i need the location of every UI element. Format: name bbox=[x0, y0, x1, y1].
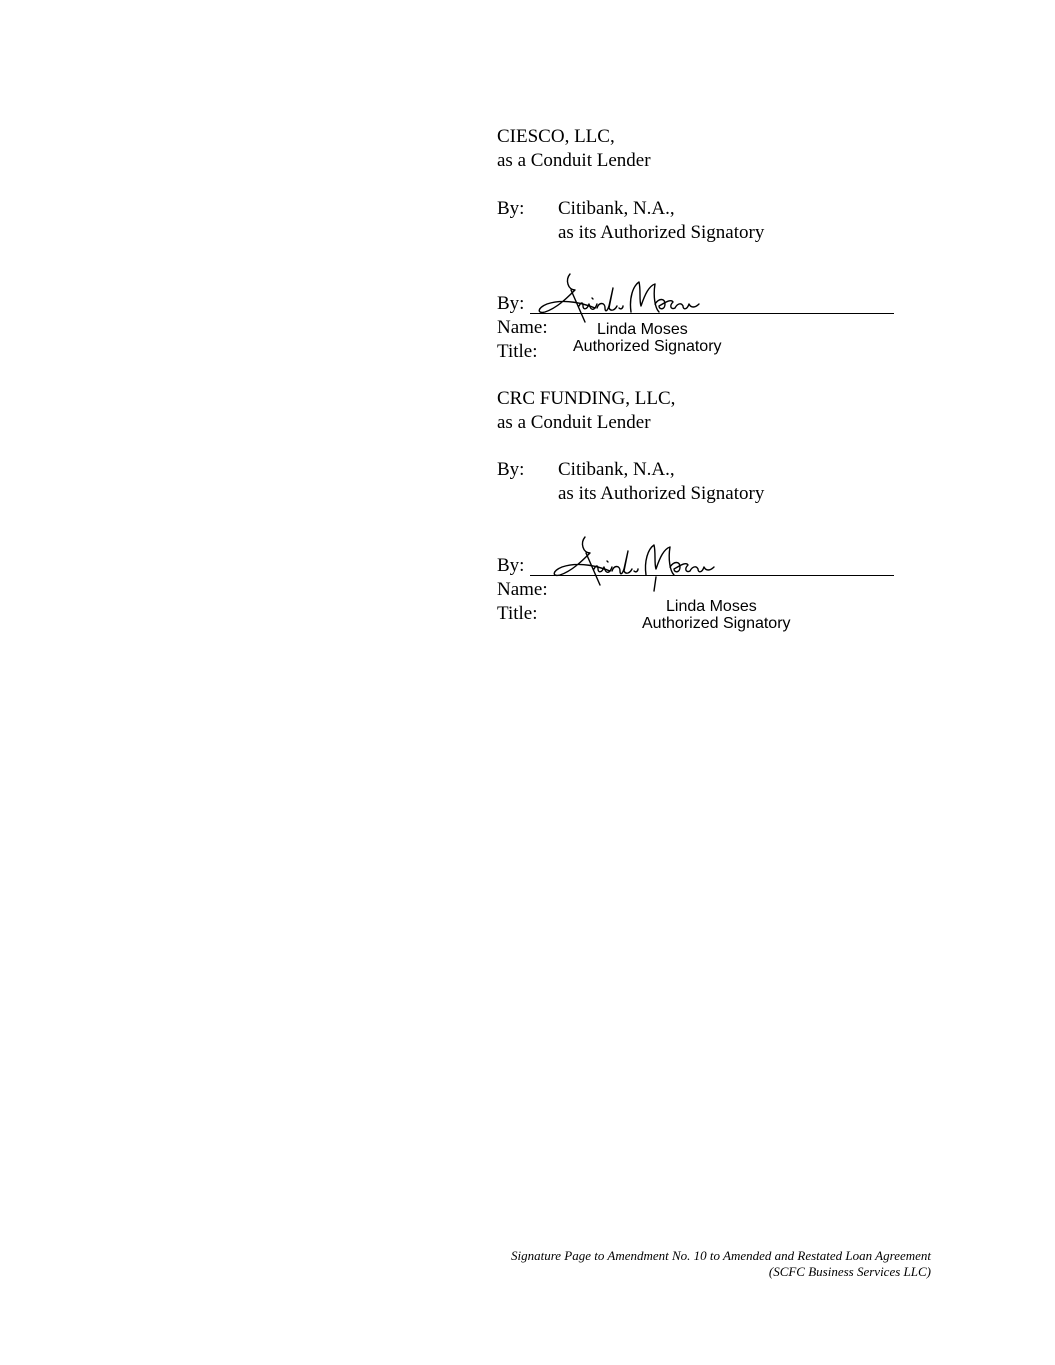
by-entity: Citibank, N.A., bbox=[558, 459, 675, 480]
title-label: Title: bbox=[497, 341, 538, 362]
by-label: By: bbox=[497, 459, 525, 480]
title-value: Authorized Signatory bbox=[642, 615, 791, 632]
entity-name: CIESCO, LLC, bbox=[497, 126, 615, 147]
handwritten-signature bbox=[550, 531, 730, 593]
footer-party-name: (SCFC Business Services LLC) bbox=[768, 1264, 931, 1279]
name-value: Linda Moses bbox=[597, 321, 688, 338]
title-label: Title: bbox=[497, 603, 538, 624]
footer-document-title: Signature Page to Amendment No. 10 to Amended and Restated Loan Agreement bbox=[510, 1248, 931, 1263]
by-capacity: as its Authorized Signatory bbox=[558, 483, 765, 504]
entity-role: as a Conduit Lender bbox=[497, 150, 651, 171]
entity-name: CRC FUNDING, LLC, bbox=[497, 388, 676, 409]
entity-role: as a Conduit Lender bbox=[497, 412, 651, 433]
signature-by-label: By: bbox=[497, 555, 525, 576]
signature-by-label: By: bbox=[497, 293, 525, 314]
handwritten-signature bbox=[535, 268, 715, 326]
by-entity: Citibank, N.A., bbox=[558, 198, 675, 219]
by-capacity: as its Authorized Signatory bbox=[558, 222, 765, 243]
by-label: By: bbox=[497, 198, 525, 219]
page-footer bbox=[511, 1248, 931, 1280]
name-label: Name: bbox=[497, 579, 548, 600]
name-value: Linda Moses bbox=[666, 598, 757, 615]
name-label: Name: bbox=[497, 317, 548, 338]
title-value: Authorized Signatory bbox=[573, 338, 722, 355]
